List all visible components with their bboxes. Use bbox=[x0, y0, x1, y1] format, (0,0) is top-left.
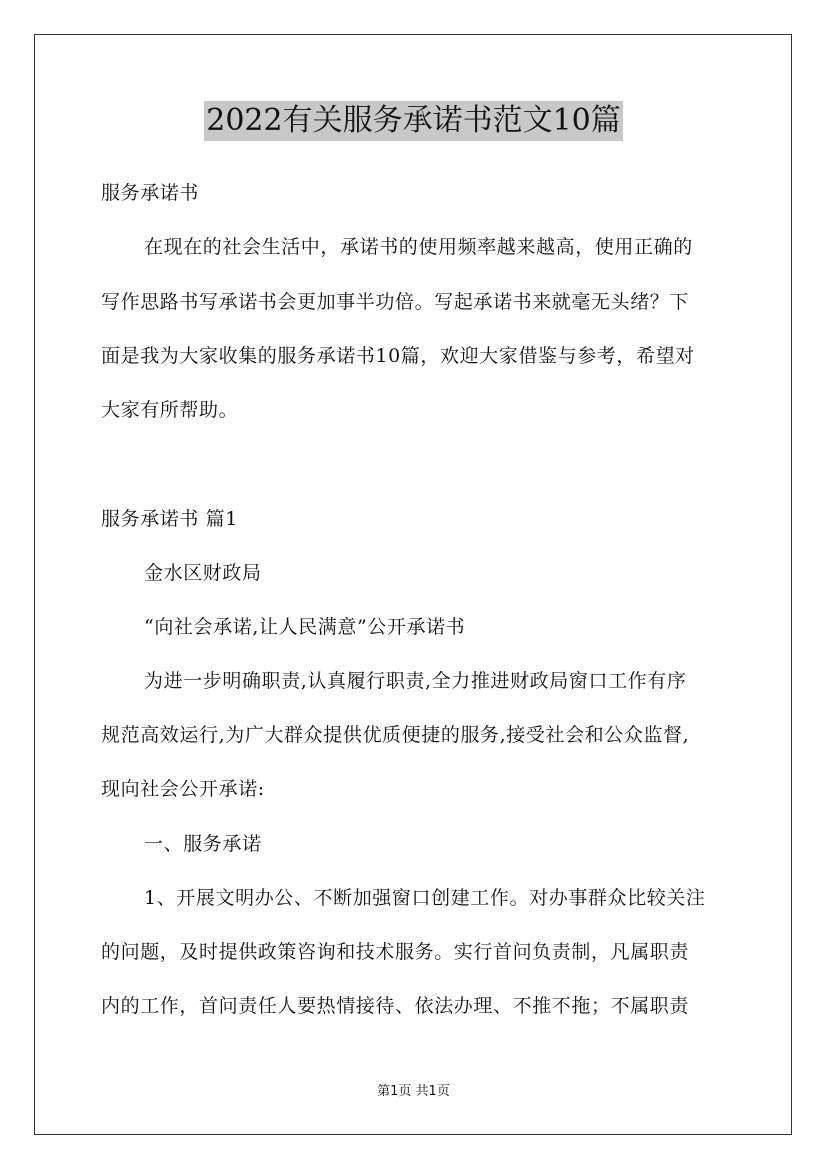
paragraph-line: 现向社会公开承诺: bbox=[101, 778, 265, 800]
paragraph-line: 面是我为大家收集的服务承诺书10篇，欢迎大家借鉴与参考，希望对 bbox=[101, 345, 695, 367]
paragraph-line: 的问题，及时提供政策咨询和技术服务。实行首问负责制，凡属职责 bbox=[101, 941, 690, 963]
title-wrap bbox=[0, 101, 827, 141]
section-heading: 服务承诺书 篇1 bbox=[101, 508, 238, 530]
paragraph-line: “向社会承诺,让人民满意”公开承诺书 bbox=[144, 616, 466, 638]
page-footer: 第1页 共1页 bbox=[377, 1084, 450, 1099]
paragraph-line: 规范高效运行,为广大群众提供优质便捷的服务,接受社会和公众监督, bbox=[101, 724, 690, 746]
paragraph-line: 在现在的社会生活中，承诺书的使用频率越来越高，使用正确的 bbox=[144, 236, 693, 258]
paragraph-line: 1、开展文明办公、不断加强窗口创建工作。对办事群众比较关注 bbox=[144, 887, 706, 909]
paragraph-line: 写作思路书写承诺书会更加事半功倍。写起承诺书来就毫无头绪？下 bbox=[101, 291, 690, 313]
section-heading: 服务承诺书 bbox=[101, 182, 200, 204]
paragraph-line: 金水区财政局 bbox=[144, 562, 262, 584]
paragraph-line: 为进一步明确职责,认真履行职责,全力推进财政局窗口工作有序 bbox=[144, 670, 687, 692]
paragraph-line: 一、服务承诺 bbox=[144, 833, 262, 855]
document-title: 2022有关服务承诺书范文10篇 bbox=[204, 101, 623, 141]
paragraph-line: 内的工作，首问责任人要热情接待、依法办理、不推不拖；不属职责 bbox=[101, 995, 690, 1017]
paragraph-line: 大家有所帮助。 bbox=[101, 399, 239, 421]
